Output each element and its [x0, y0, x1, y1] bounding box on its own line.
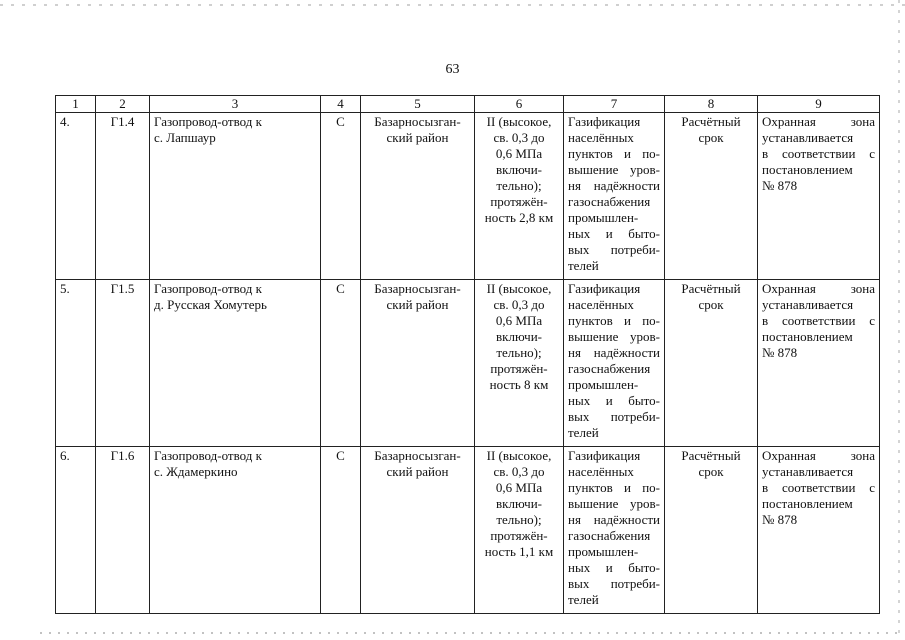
object-purpose-line: вышение уров-	[568, 329, 660, 344]
protection-zone-line: в соответствии с	[762, 480, 875, 495]
object-purpose-line: вышение уров-	[568, 496, 660, 511]
object-code: Г1.4	[96, 113, 150, 280]
object-purpose-line: вых потреби-	[568, 242, 660, 257]
object-purpose-line: телей	[568, 425, 599, 440]
implementation-term-line: срок	[698, 464, 724, 479]
object-purpose-line: ня надёжности	[568, 178, 660, 193]
gas-pipeline-table	[55, 95, 880, 614]
row-number: 4.	[56, 113, 96, 280]
row-number: 6.	[56, 447, 96, 614]
object-purpose-line: ных и быто-	[568, 393, 660, 408]
object-parameters-line: ность 2,8 км	[484, 210, 554, 225]
protection-zone-line: Охранная зона	[762, 281, 875, 296]
object-purpose-line: пунктов и по-	[568, 480, 660, 495]
object-purpose	[564, 447, 665, 614]
object-parameters-line: включи-	[496, 162, 542, 177]
protection-zone-line: № 878	[762, 345, 798, 360]
object-parameters-line: св. 0,3 до	[493, 130, 545, 145]
object-parameters-line: св. 0,3 до	[493, 297, 545, 312]
object-parameters-line: 0,6 МПа	[495, 146, 543, 161]
protection-zone-line: устанавливается	[762, 464, 854, 479]
object-purpose-line: населённых	[568, 297, 634, 312]
object-location-line: ский район	[386, 464, 449, 479]
object-purpose-line: пунктов и по-	[568, 146, 660, 161]
object-purpose-line: вышение уров-	[568, 162, 660, 177]
object-purpose	[564, 280, 665, 447]
object-parameters-line: II (высокое,	[486, 281, 552, 296]
implementation-term-line: срок	[698, 130, 724, 145]
object-status: С	[321, 447, 361, 614]
object-purpose-line: Газификация	[568, 114, 641, 129]
object-parameters	[475, 113, 564, 280]
object-purpose-line: вых потреби-	[568, 576, 660, 591]
object-purpose-line: Газификация	[568, 448, 641, 463]
object-name-line: Газопровод-отвод к	[154, 281, 262, 296]
object-location-line: ский район	[386, 130, 449, 145]
implementation-term-line: Расчётный	[681, 448, 741, 463]
object-location-line: Базарносызган-	[374, 281, 461, 296]
object-parameters	[475, 280, 564, 447]
object-location	[361, 113, 475, 280]
table-header-row	[56, 96, 880, 113]
object-parameters-line: 0,6 МПа	[495, 313, 543, 328]
object-parameters	[475, 447, 564, 614]
table-row	[56, 280, 880, 447]
object-purpose-line: газоснабжения	[568, 528, 651, 543]
protection-zone-line: Охранная зона	[762, 114, 875, 129]
object-name-line: с. Лапшаур	[154, 130, 216, 145]
table-row	[56, 113, 880, 280]
column-number-1: 1	[56, 96, 96, 113]
column-number-2: 2	[96, 96, 150, 113]
object-purpose-line: ных и быто-	[568, 226, 660, 241]
object-name	[150, 280, 321, 447]
object-parameters-line: протяжён-	[490, 194, 548, 209]
column-number-8: 8	[665, 96, 758, 113]
scan-edge-right	[898, 0, 900, 640]
object-parameters-line: II (высокое,	[486, 114, 552, 129]
object-location-line: ский район	[386, 297, 449, 312]
object-location-line: Базарносызган-	[374, 114, 461, 129]
object-purpose-line: ных и быто-	[568, 560, 660, 575]
column-number-4: 4	[321, 96, 361, 113]
object-purpose-line: ня надёжности	[568, 512, 660, 527]
object-parameters-line: 0,6 МПа	[495, 480, 543, 495]
table-row	[56, 447, 880, 614]
object-name-line: Газопровод-отвод к	[154, 448, 262, 463]
protection-zone-line: постановлением	[762, 329, 853, 344]
object-location-line: Базарносызган-	[374, 448, 461, 463]
column-number-9: 9	[758, 96, 880, 113]
object-status: С	[321, 280, 361, 447]
protection-zone	[758, 113, 880, 280]
protection-zone-line: постановлением	[762, 496, 853, 511]
protection-zone	[758, 280, 880, 447]
protection-zone	[758, 447, 880, 614]
page-number: 63	[445, 62, 460, 77]
protection-zone-line: в соответствии с	[762, 146, 875, 161]
column-number-3: 3	[150, 96, 321, 113]
object-purpose	[564, 113, 665, 280]
object-parameters-line: протяжён-	[490, 528, 548, 543]
object-purpose-line: вых потреби-	[568, 409, 660, 424]
column-number-7: 7	[564, 96, 665, 113]
protection-zone-line: устанавливается	[762, 297, 854, 312]
protection-zone-line: в соответствии с	[762, 313, 875, 328]
implementation-term-line: Расчётный	[681, 281, 741, 296]
scan-edge-top	[0, 4, 905, 6]
object-status: С	[321, 113, 361, 280]
object-purpose-line: газоснабжения	[568, 361, 651, 376]
object-purpose-line: Газификация	[568, 281, 641, 296]
column-number-5: 5	[361, 96, 475, 113]
column-number-6: 6	[475, 96, 564, 113]
object-parameters-line: тельно);	[496, 512, 542, 527]
object-code: Г1.6	[96, 447, 150, 614]
object-parameters-line: тельно);	[496, 345, 542, 360]
object-purpose-line: ня надёжности	[568, 345, 660, 360]
object-parameters-line: ность 1,1 км	[484, 544, 554, 559]
object-parameters-line: II (высокое,	[486, 448, 552, 463]
row-number: 5.	[56, 280, 96, 447]
protection-zone-line: Охранная зона	[762, 448, 875, 463]
object-purpose-line: промышлен-	[568, 377, 639, 392]
object-code: Г1.5	[96, 280, 150, 447]
implementation-term	[665, 447, 758, 614]
implementation-term	[665, 280, 758, 447]
protection-zone-line: постановлением	[762, 162, 853, 177]
object-purpose-line: газоснабжения	[568, 194, 651, 209]
object-parameters-line: включи-	[496, 496, 542, 511]
object-purpose-line: населённых	[568, 130, 634, 145]
protection-zone-line: устанавливается	[762, 130, 854, 145]
object-name-line: Газопровод-отвод к	[154, 114, 262, 129]
protection-zone-line: № 878	[762, 512, 798, 527]
object-purpose-line: пунктов и по-	[568, 313, 660, 328]
protection-zone-line: № 878	[762, 178, 798, 193]
object-parameters-line: св. 0,3 до	[493, 464, 545, 479]
object-parameters-line: ность 8 км	[489, 377, 549, 392]
object-name-line: д. Русская Хомутерь	[154, 297, 267, 312]
scan-edge-bottom	[40, 632, 900, 634]
object-name	[150, 447, 321, 614]
object-parameters-line: включи-	[496, 329, 542, 344]
object-name-line: с. Ждамеркино	[154, 464, 238, 479]
implementation-term-line: срок	[698, 297, 724, 312]
object-purpose-line: телей	[568, 258, 599, 273]
object-location	[361, 280, 475, 447]
object-parameters-line: тельно);	[496, 178, 542, 193]
object-purpose-line: промышлен-	[568, 544, 639, 559]
implementation-term-line: Расчётный	[681, 114, 741, 129]
implementation-term	[665, 113, 758, 280]
object-purpose-line: населённых	[568, 464, 634, 479]
object-parameters-line: протяжён-	[490, 361, 548, 376]
object-purpose-line: телей	[568, 592, 599, 607]
object-location	[361, 447, 475, 614]
object-purpose-line: промышлен-	[568, 210, 639, 225]
object-name	[150, 113, 321, 280]
